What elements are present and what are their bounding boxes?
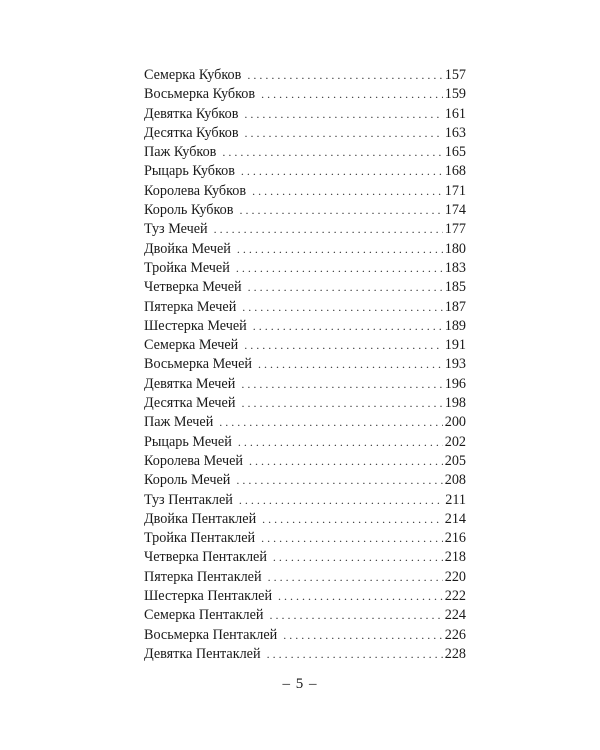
toc-entry-title: Рыцарь Мечей [144,433,232,450]
toc-entry-title: Пятерка Пентаклей [144,568,262,585]
toc-entry [144,143,466,162]
toc-entry [144,105,466,124]
toc-entry-page: 200 [444,414,466,431]
toc-entry [144,394,466,413]
dot-leader [283,626,442,645]
toc-entry [144,568,466,587]
toc-entry [144,66,466,85]
toc-entry-title: Тройка Мечей [144,259,230,276]
toc-entry [144,124,466,143]
toc-entry-page: 220 [444,568,466,585]
toc-entry [144,645,466,664]
dot-leader [244,105,442,124]
dot-leader [278,587,443,606]
toc-entry [144,85,466,104]
toc-entry-title: Пятерка Мечей [144,298,237,315]
toc-entry [144,182,466,201]
toc-entry-title: Девятка Пентаклей [144,645,261,662]
toc-entry-title: Семерка Пентаклей [144,607,264,624]
table-of-contents [144,66,466,664]
toc-entry-title: Туз Мечей [144,221,208,238]
toc-entry-page: 226 [444,626,466,643]
dot-leader [273,548,443,567]
dot-leader [238,433,443,452]
dot-leader [239,491,443,510]
toc-entry [144,510,466,529]
toc-entry-title: Король Мечей [144,472,231,489]
toc-entry-title: Восьмерка Мечей [144,356,252,373]
toc-entry-title: Туз Пентаклей [144,491,233,508]
toc-entry-page: 183 [444,259,466,276]
dot-leader [245,124,443,143]
toc-entry-title: Король Кубков [144,202,234,219]
toc-entry [144,259,466,278]
toc-entry-page: 161 [444,105,466,122]
toc-entry [144,355,466,374]
toc-entry-page: 174 [444,202,466,219]
toc-entry [144,220,466,239]
toc-entry-page: 168 [444,163,466,180]
toc-entry-page: 196 [444,375,466,392]
page-number: – 5 – [282,676,318,692]
toc-entry [144,201,466,220]
toc-entry-page: 193 [444,356,466,373]
toc-entry-page: 187 [444,298,466,315]
toc-entry-page: 214 [444,510,466,527]
toc-entry-page: 224 [444,607,466,624]
toc-entry [144,471,466,490]
dot-leader [261,529,443,548]
toc-entry [144,587,466,606]
dot-leader [262,510,443,529]
toc-entry [144,626,466,645]
toc-entry-title: Двойка Мечей [144,240,231,257]
dot-leader [241,162,443,181]
dot-leader [222,143,442,162]
toc-entry [144,606,466,625]
toc-entry-page: 216 [444,530,466,547]
toc-entry-title: Десятка Мечей [144,395,236,412]
dot-leader [268,568,443,587]
toc-entry [144,278,466,297]
toc-entry-page: 189 [444,317,466,334]
toc-entry-page: 171 [444,182,466,199]
dot-leader [247,66,442,85]
toc-entry-page: 157 [444,67,466,83]
toc-entry-title: Семерка Мечей [144,337,239,354]
dot-leader [242,298,442,317]
toc-entry-title: Двойка Пентаклей [144,510,257,527]
toc-entry-page: 165 [444,144,466,161]
toc-entry-title: Паж Кубков [144,144,217,161]
toc-entry-page: 191 [444,337,466,354]
dot-leader [239,201,442,220]
toc-entry-title: Восьмерка Кубков [144,86,256,103]
toc-entry-title: Четверка Пентаклей [144,549,267,566]
dot-leader [214,220,443,239]
dot-leader [241,375,442,394]
toc-entry [144,452,466,471]
toc-entry-page: 163 [444,124,466,141]
toc-entry [144,298,466,317]
toc-entry-page: 159 [444,86,466,103]
toc-entry [144,240,466,259]
toc-entry [144,317,466,336]
toc-entry-page: 222 [444,588,466,605]
dot-leader [236,471,442,490]
toc-entry-title: Паж Мечей [144,414,214,431]
toc-entry-page: 180 [444,240,466,257]
toc-entry-title: Рыцарь Кубков [144,163,235,180]
toc-entry-page: 177 [444,221,466,238]
toc-entry-title: Девятка Мечей [144,375,236,392]
toc-entry-page: 208 [444,472,466,489]
dot-leader [236,259,443,278]
toc-entry-title: Шестерка Мечей [144,317,247,334]
toc-entry-title: Девятка Кубков [144,105,239,122]
dot-leader [241,394,442,413]
dot-leader [253,317,443,336]
dot-leader [252,182,443,201]
toc-entry [144,336,466,355]
toc-entry-title: Семерка Кубков [144,67,242,83]
toc-entry-page: 211 [445,491,466,508]
dot-leader [219,413,442,432]
toc-entry [144,413,466,432]
toc-entry-page: 218 [444,549,466,566]
toc-entry-page: 202 [444,433,466,450]
toc-entry-title: Королева Кубков [144,182,247,199]
toc-entry-page: 185 [444,279,466,296]
toc-entry [144,375,466,394]
toc-entry-title: Королева Мечей [144,452,243,469]
dot-leader [249,452,443,471]
dot-leader [258,355,443,374]
toc-entry [144,529,466,548]
dot-leader [248,278,443,297]
toc-entry-title: Четверка Мечей [144,279,242,296]
dot-leader [244,336,442,355]
dot-leader [270,606,443,625]
toc-entry-title: Десятка Кубков [144,124,239,141]
toc-entry-title: Тройка Пентаклей [144,530,256,547]
dot-leader [261,85,443,104]
toc-entry-title: Восьмерка Пентаклей [144,626,278,643]
dot-leader [267,645,443,664]
dot-leader [237,240,443,259]
toc-entry-page: 205 [444,452,466,469]
toc-entry [144,162,466,181]
toc-entry [144,548,466,567]
toc-entry-page: 228 [444,645,466,662]
toc-entry [144,491,466,510]
toc-entry [144,433,466,452]
toc-entry-title: Шестерка Пентаклей [144,588,273,605]
toc-entry-page: 198 [444,395,466,412]
